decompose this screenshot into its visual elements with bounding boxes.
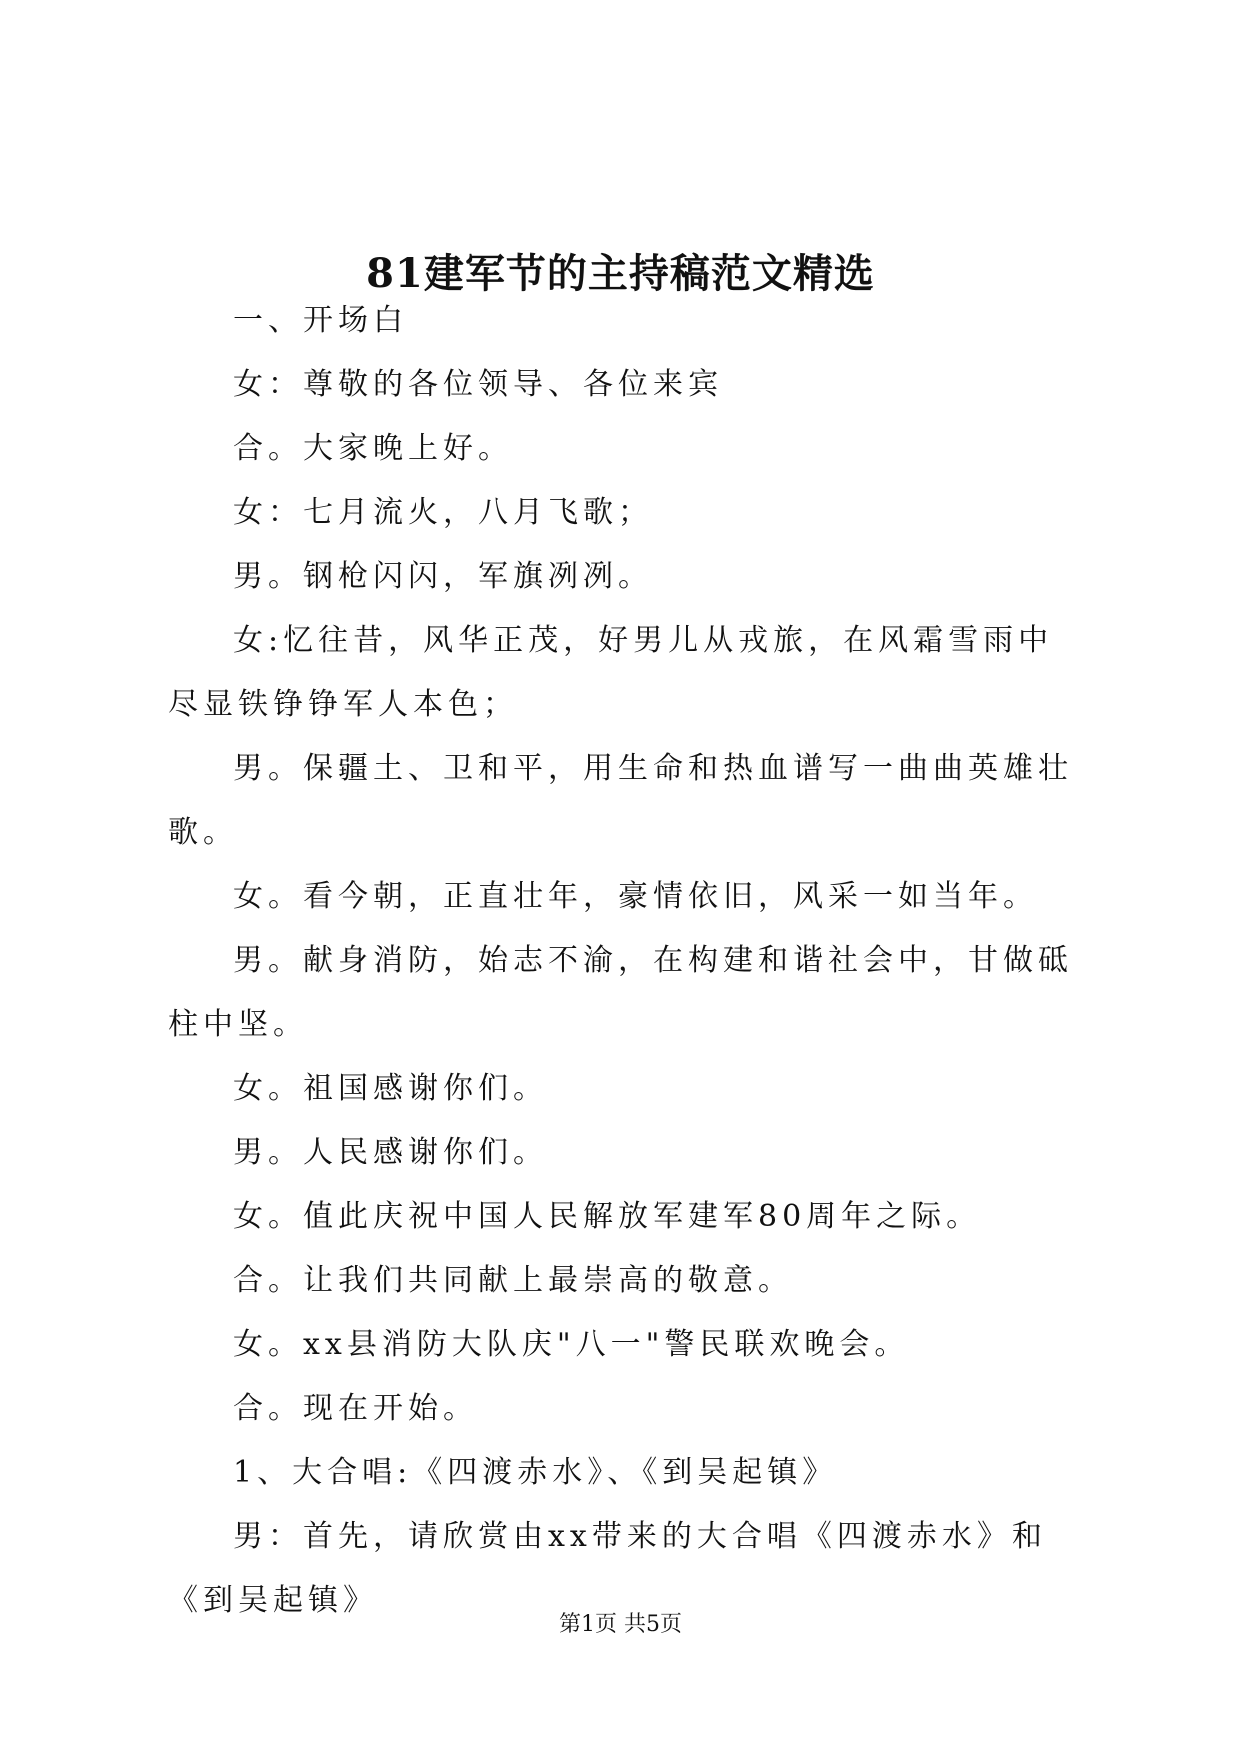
document-body [168, 289, 1088, 1633]
paragraph: 男。人民感谢你们。 [233, 1135, 548, 1170]
paragraph: 女。祖国感谢你们。 [233, 1071, 548, 1106]
paragraph: 男。钢枪闪闪，军旗冽冽。 [233, 559, 653, 594]
paragraph: 女：七月流火，八月飞歌； [233, 495, 653, 530]
paragraph: 男。献身消防，始志不渝，在构建和谐社会中，甘做砥柱中坚。 [168, 943, 1073, 1042]
paragraph: 女。xx县消防大队庆"八一"警民联欢晚会。 [233, 1327, 910, 1362]
page-footer: 第1页 共5页 [559, 1612, 682, 1637]
paragraph: 一、开场白 [233, 303, 408, 338]
paragraph: 合。现在开始。 [233, 1391, 478, 1426]
paragraph: 合。让我们共同献上最崇高的敬意。 [233, 1263, 793, 1298]
paragraph: 1、大合唱:《四渡赤水》、《到吴起镇》 [233, 1455, 838, 1490]
paragraph: 女：尊敬的各位领导、各位来宾 [233, 367, 723, 402]
paragraph: 女。值此庆祝中国人民解放军建军80周年之际。 [233, 1199, 982, 1234]
paragraph: 女:忆往昔，风华正茂，好男儿从戎旅，在风霜雪雨中尽显铁铮铮军人本色； [168, 623, 1054, 722]
document-title: 81建军节的主持稿范文精选 [366, 249, 875, 297]
paragraph: 合。大家晚上好。 [233, 431, 513, 466]
paragraph: 男。保疆土、卫和平，用生命和热血谱写一曲曲英雄壮歌。 [168, 751, 1073, 850]
paragraph: 男：首先，请欣赏由xx带来的大合唱《四渡赤水》和《到吴起镇》 [168, 1519, 1047, 1618]
paragraph: 女。看今朝，正直壮年，豪情依旧，风采一如当年。 [233, 879, 1038, 914]
